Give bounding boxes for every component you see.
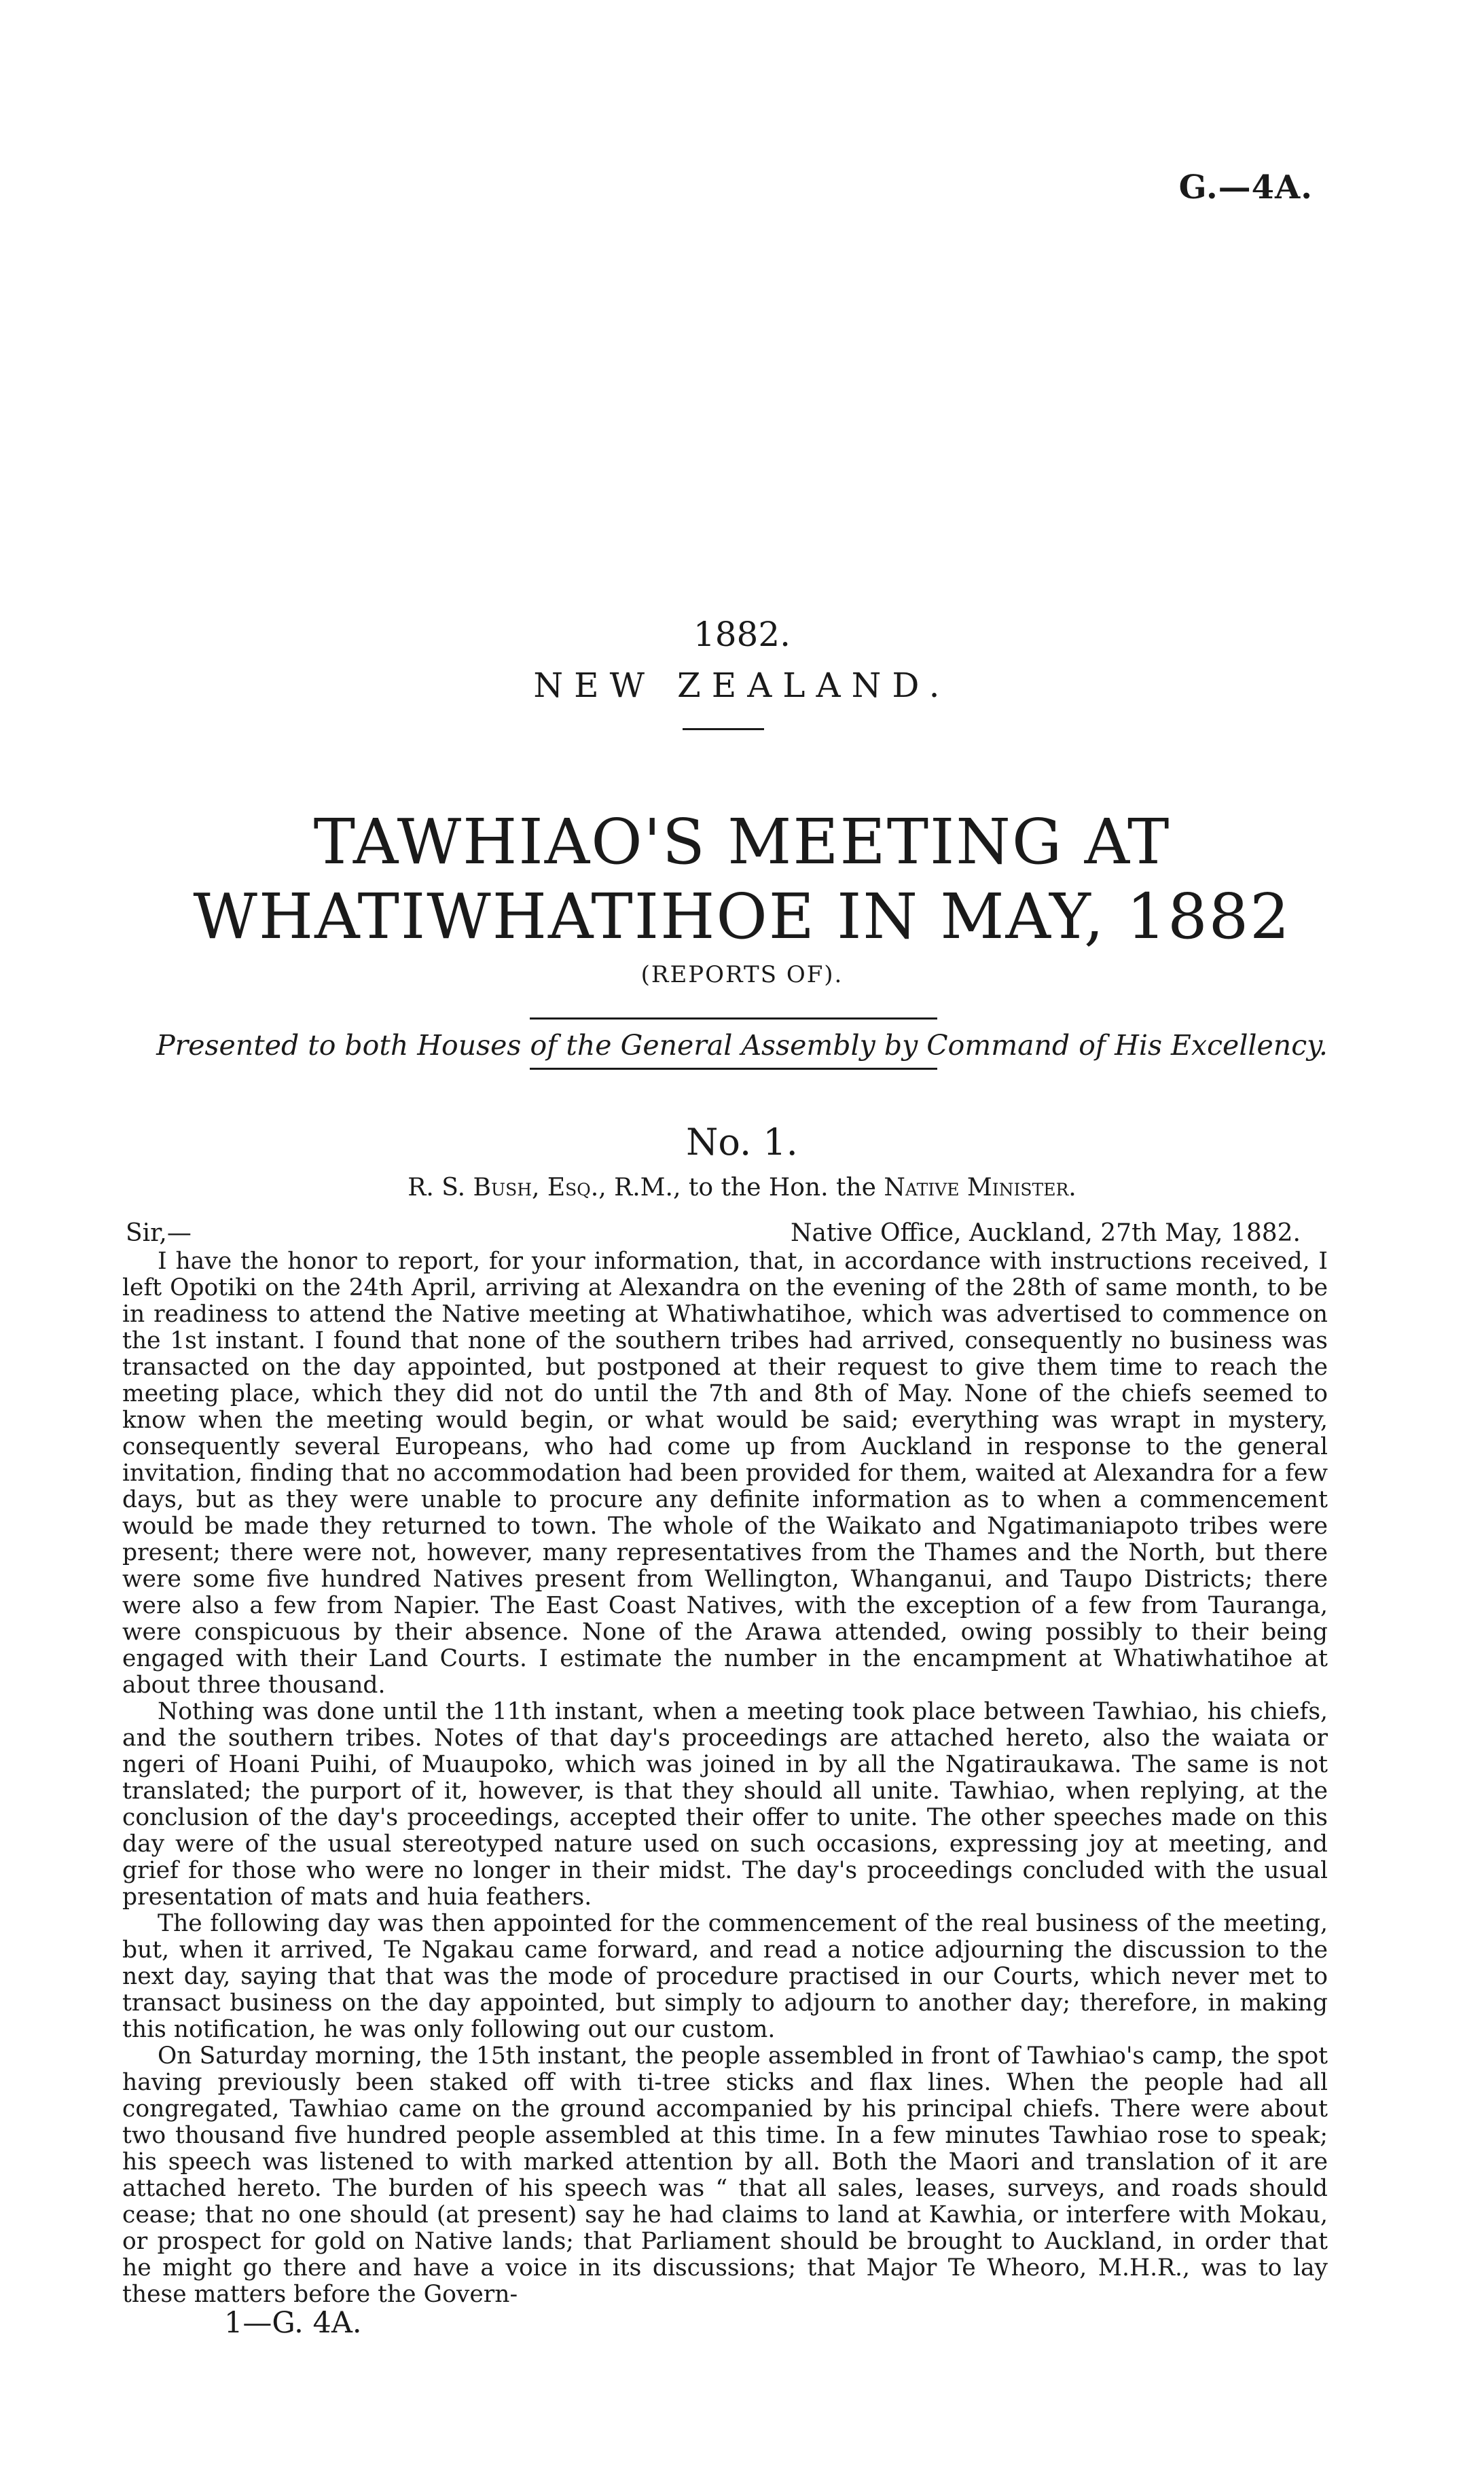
letter-number: No. 1. <box>686 1121 798 1164</box>
paragraph: Nothing was done until the 11th instant, when a meeting took place between Tawhiao, his chiefs, and the southern tribes. Notes of that day's proceedings are attached hereto, also the waiata or ngeri of Hoani Puihi, of Muaupoko, which was joined in by all the Ngatiraukawa. The same is not translated; the purport of it, however, is that they should all unite. Tawhiao, when replying, at the conclusion of the day's proceedings, accepted their offer to unite. The other speeches made on this day were of the usual stereotyped nature used on such occasions, expressing joy at meeting, and grief for those who were no longer in their midst. The day's proceedings concluded with the usual presentation of mats and huia feathers. <box>122 1698 1328 1911</box>
parliamentary-paper-reference: G.—4A. <box>1178 168 1313 206</box>
country-heading: NEW ZEALAND. <box>533 666 951 705</box>
letter-recipient: Native Minister. <box>884 1174 1076 1202</box>
divider-above-presented <box>530 1017 937 1020</box>
letter-address <box>0 1174 1484 1202</box>
salutation: Sir,— <box>126 1219 192 1247</box>
paragraph: The following day was then appointed for the commencement of the real business of the meeting, but, when it arrived, Te Ngakau came forward, and read a notice adjourning the discussion to the next day, saying that that was the mode of procedure practised in our Courts, which never met to transact business on the day appointed, but simply to adjourn to another day; therefore, in making this notification, he was only following out our custom. <box>122 1910 1328 2043</box>
divider-below-presented <box>530 1068 937 1070</box>
letter-to-prefix: to the Hon. the <box>688 1174 876 1202</box>
document-subtitle: (REPORTS OF). <box>640 961 844 988</box>
page-footer-reference: 1—G. 4A. <box>224 2306 362 2340</box>
letter-from: R. S. Bush, Esq., R.M., <box>408 1174 681 1202</box>
dateline: Native Office, Auckland, 27th May, 1882. <box>791 1219 1301 1247</box>
publication-year: 1882. <box>693 615 791 654</box>
letter-body <box>122 1248 1328 2308</box>
paragraph: On Saturday morning, the 15th instant, the people assembled in front of Tawhiao's camp, the spot having previously been staked off with ti-tree sticks and flax lines. When the people had all congregated, Tawhiao came on the ground accompanied by his principal chiefs. There were about two thousand five hundred people assembled at this time. In a few minutes Tawhiao rose to speak; his speech was listened to with marked attention by all. Both the Maori and translation of it are attached hereto. The burden of his speech was “ that all sales, leases, surveys, and roads should cease; that no one should (at present) say he had claims to land at Kawhia, or interfere with Mokau, or prospect for gold on Native lands; that Parliament should be brought to Auckland, in order that he might go there and have a voice in its discussions; that Major Te Wheoro, M.H.R., was to lay these matters before the Govern- <box>122 2042 1328 2308</box>
document-title: TAWHIAO'S MEETING AT WHATIWHATIHOE IN MAY, 1882 <box>193 806 1291 953</box>
presented-line: Presented to both Houses of the General Assembly by Command of His Excellency. <box>156 1029 1328 1062</box>
short-divider <box>683 728 764 730</box>
paragraph: I have the honor to report, for your information, that, in accordance with instructions received, I left Opotiki on the 24th April, arriving at Alexandra on the evening of the 28th of same month, to be in readiness to attend the Native meeting at Whatiwhatihoe, which was advertised to commence on the 1st instant. I found that none of the southern tribes had arrived, consequently no business was transacted on the day appointed, but postponed at their request to give them time to reach the meeting place, which they did not do until the 7th and 8th of May. None of the chiefs seemed to know when the meeting would begin, or what would be said; everything was wrapt in mystery, consequently several Europeans, who had come up from Auckland in response to the general invitation, finding that no accommodation had been provided for them, waited at Alexandra for a few days, but as they were unable to procure any definite information as to when a commencement would be made they returned to town. The whole of the Waikato and Ngatimaniapoto tribes were present; there were not, however, many representatives from the Thames and the North, but there were some five hundred Natives present from Wellington, Whanganui, and Taupo Districts; there were also a few from Napier. The East Coast Natives, with the exception of a few from Tauranga, were conspicuous by their absence. None of the Arawa attended, owing possibly to their being engaged with their Land Courts. I estimate the number in the encampment at Whatiwhatihoe at about three thousand. <box>122 1248 1328 1699</box>
